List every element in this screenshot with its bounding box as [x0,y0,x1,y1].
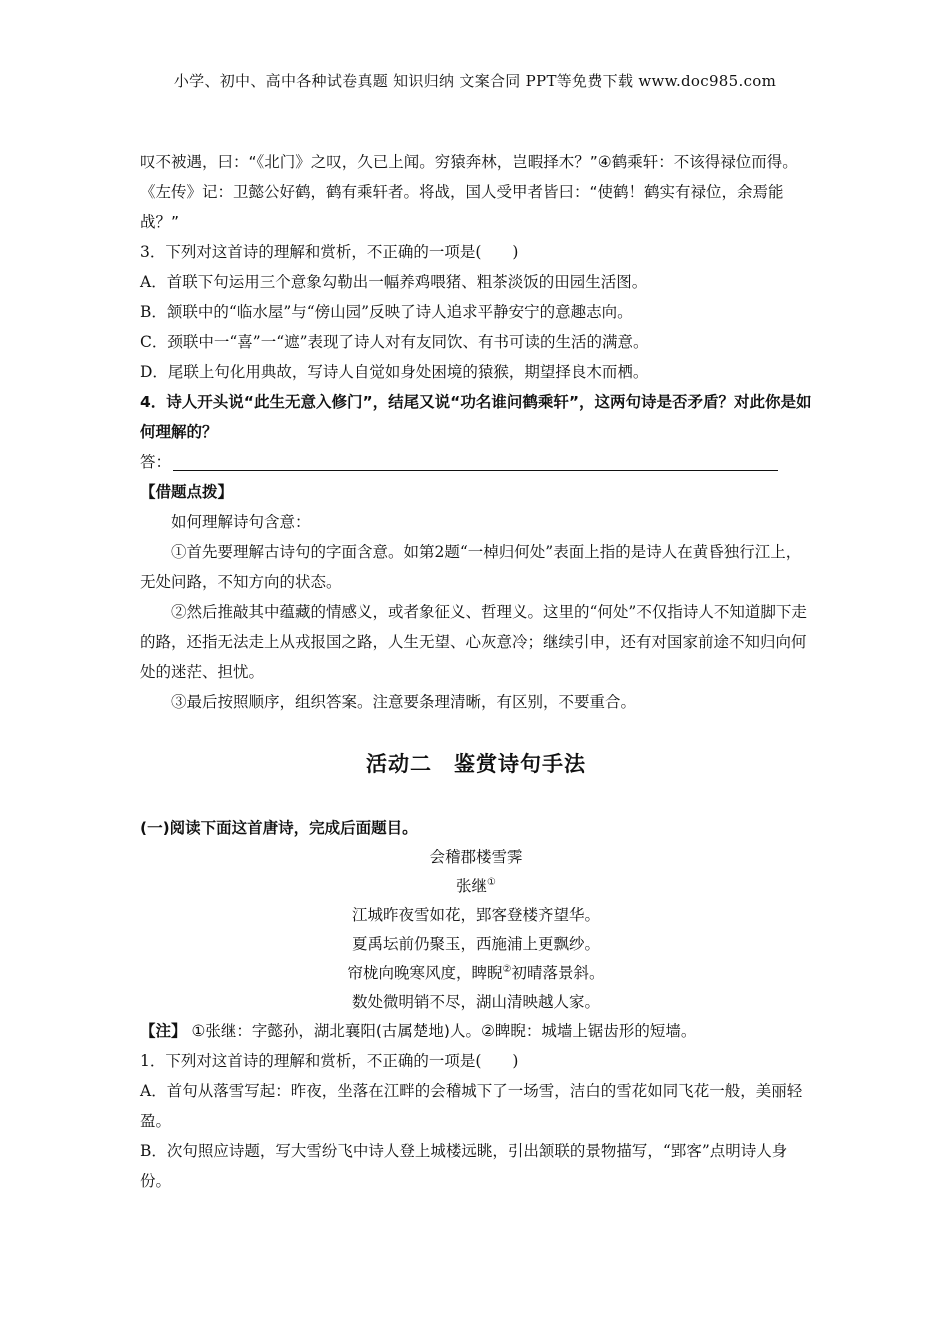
question-4-answer [140,447,812,477]
question-4-stem: 4．诗人开头说“此生无意入修门”，结尾又说“功名谁问鹤乘轩”，这两句诗是否矛盾？对此你是如何理解的？ [140,393,812,441]
poem-line-3-start: 帘栊向晚寒风度，睥睨 [347,964,503,982]
question-1-option-b: B．次句照应诗题，写大雪纷飞中诗人登上城楼远眺，引出颔联的景物描写，“郢客”点明诗人身份。 [140,1142,788,1190]
poem-notes [140,1017,812,1046]
intro-paragraph: 叹不被遇，曰：“《北门》之叹，久已上闻。穷猿奔林，岂暇择木？”④鹤乘轩：不该得禄位而得。《左传》记：卫懿公好鹤，鹤有乘轩者。将战，国人受甲者皆曰：“使鹤！鹤实有禄位，余焉能战？” [140,153,798,231]
page-header [0,70,950,91]
poem-line-3 [140,959,812,988]
poem-line-4: 数处微明销不尽，湖山清映越人家。 [351,993,600,1011]
question-3-option-c: C．颈联中一“喜”一“遮”表现了诗人对有友同饮、有书可读的生活的满意。 [140,333,649,351]
poem-title: 会稽郡楼雪霁 [429,848,523,866]
part-1-instruction: (一)阅读下面这首唐诗，完成后面题目。 [140,819,418,837]
author-name: 张继 [456,877,488,895]
author-note-mark: ① [487,876,496,888]
notes-text: ①张继：字懿孙，湖北襄阳(古属楚地)人。②睥睨：城墙上锯齿形的短墙。 [191,1022,697,1040]
answer-label: 答： [140,453,172,471]
header-text: 小学、初中、高中各种试卷真题 知识归纳 文案合同 PPT等免费下载 www.doc985.com [173,72,777,90]
question-3-option-d: D．尾联上句化用典故，写诗人自觉如身处困境的猿猴，期望择良木而栖。 [140,363,649,381]
question-1-option-a: A．首句从落雪写起：昨夜，坐落在江畔的会稽城下了一场雪，洁白的雪花如同飞花一般，美丽轻盈。 [140,1082,803,1130]
tips-point-2: ②然后推敲其中蕴藏的情感义，或者象征义、哲理义。这里的“何处”不仅指诗人不知道脚下走的路，还指无法走上从戎报国之路，人生无望、心灰意冷；继续引申，还有对国家前途不知归向何处的迷茫、担忧。 [140,603,807,681]
section-title: 活动二 鉴赏诗句手法 [366,752,586,776]
tips-point-1: ①首先要理解古诗句的字面含意。如第2题“一棹归何处”表面上指的是诗人在黄昏独行江上，无处问路，不知方向的状态。 [140,543,802,591]
tips-point-3: ③最后按照顺序，组织答案。注意要条理清晰，有区别，不要重合。 [171,693,637,711]
question-1-stem: 1．下列对这首诗的理解和赏析，不正确的一项是( ) [140,1052,519,1070]
poem-author [140,872,812,901]
poem-line-3-note-mark: ② [502,963,512,975]
answer-line[interactable] [173,450,778,471]
question-3-option-a: A．首联下句运用三个意象勾勒出一幅养鸡喂猪、粗茶淡饭的田园生活图。 [140,273,648,291]
document-body [140,147,812,1196]
poem-line-2: 夏禹坛前仍聚玉，西施浦上更飘纱。 [351,935,600,953]
tips-heading: 【借题点拨】 [140,483,234,501]
question-3-stem: 3．下列对这首诗的理解和赏析，不正确的一项是( ) [140,243,519,261]
poem-line-3-end: 初晴落景斜。 [511,964,605,982]
notes-label: 【注】 [140,1022,187,1040]
tips-intro: 如何理解诗句含意： [171,513,311,531]
poem-line-1: 江城昨夜雪如花，郢客登楼齐望华。 [351,906,600,924]
question-3-option-b: B．颔联中的“临水屋”与“傍山园”反映了诗人追求平静安宁的意趣志向。 [140,303,633,321]
